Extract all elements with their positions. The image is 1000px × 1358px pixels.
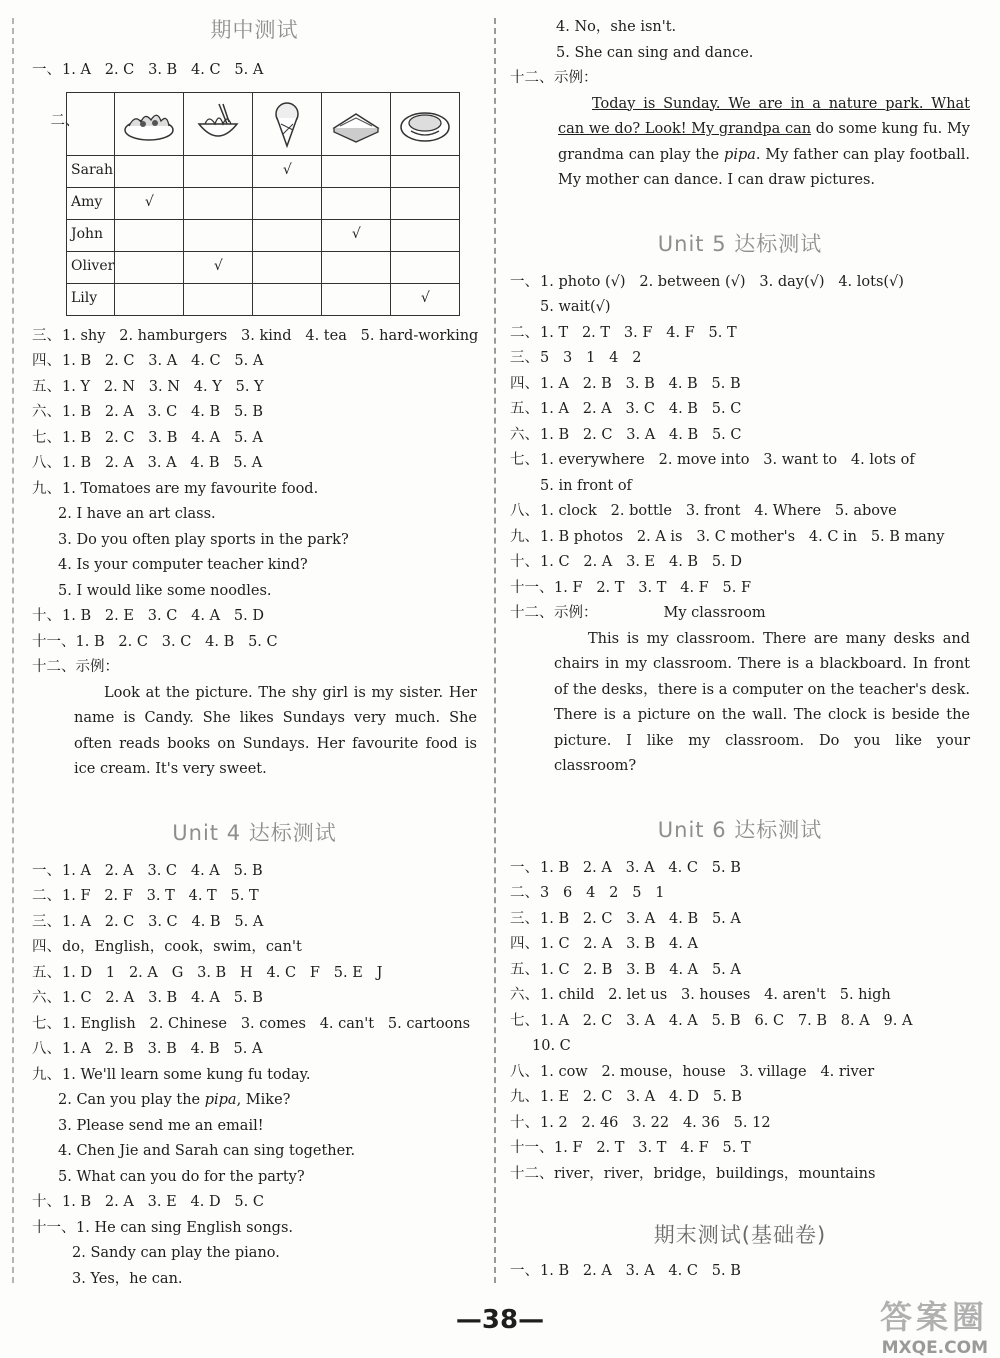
- unit4-q11-line: 3. Yes，he can.: [72, 1270, 183, 1287]
- midterm-q3: 三、1. shy 2. hamburgers 3. kind 4. tea 5. hard-working: [32, 327, 479, 344]
- unit4-q9-line: 2. Can you play the pipa, Mike?: [58, 1092, 291, 1108]
- table-row: Amy √: [67, 187, 460, 219]
- midterm-q9-line: 4. Is your computer teacher kind?: [58, 557, 308, 573]
- final-title: 期末测试(基础卷): [653, 1223, 827, 1247]
- unit5-title: Unit 5 达标测试: [657, 231, 823, 256]
- midterm-q5: 五、1. Y 2. N 3. N 4. Y 5. Y: [32, 378, 264, 395]
- unit6-q8: 八、1. cow 2. mouse，house 3. village 4. river: [510, 1063, 875, 1080]
- essay-heading: My classroom: [663, 605, 766, 621]
- watermark: [880, 1292, 988, 1358]
- midterm-q2: 二、 Sarah √ Amy √ John √ Oliver √ Lily √: [32, 84, 477, 324]
- binding-edge-line: [12, 18, 14, 1283]
- unit4-q2: 二、1. F 2. F 3. T 4. T 5. T: [32, 888, 259, 904]
- food-fish-icon: [397, 103, 453, 145]
- table-row: John √: [67, 219, 460, 251]
- unit5-q1-line: 5. wait(√): [540, 299, 611, 315]
- midterm-title: 期中测试: [210, 18, 299, 42]
- unit5-q9: 九、1. B photos 2. A is 3. C mother's 4. C in 5. B many: [510, 528, 945, 545]
- unit5-q6: 六、1. B 2. C 3. A 4. B 5. C: [510, 426, 742, 443]
- unit4-q8: 八、1. A 2. B 3. B 4. B 5. A: [32, 1041, 263, 1057]
- unit5-q7-line: 5. in front of: [540, 477, 632, 494]
- unit6-q2: 二、3 6 4 2 5 1: [510, 885, 665, 901]
- unit6-q4: 四、1. C 2. A 3. B 4. A: [510, 936, 698, 952]
- unit4-q9-line: 3. Please send me an email!: [58, 1117, 264, 1134]
- unit5-q5: 五、1. A 2. A 3. C 4. B 5. C: [510, 401, 742, 417]
- unit5-q4: 四、1. A 2. B 3. B 4. B 5. B: [510, 375, 741, 392]
- unit4-q1: 一、1. A 2. A 3. C 4. A 5. B: [32, 862, 263, 879]
- table-row: Oliver √: [67, 251, 460, 283]
- unit6-q7: 七、1. A 2. C 3. A 4. A 5. B 6. C 7. B 8. A 9. A: [510, 1012, 913, 1029]
- midterm-q7: 七、1. B 2. C 3. B 4. A 5. A: [32, 429, 263, 446]
- food-salad-icon: [121, 104, 177, 144]
- unit6-q5: 五、1. C 2. B 3. B 4. A 5. A: [510, 961, 741, 978]
- final-q1: 一、1. B 2. A 3. A 4. C 5. B: [510, 1263, 741, 1279]
- unit4-q5: 五、1. D 1 2. A G 3. B H 4. C F 5. E J: [32, 964, 383, 981]
- food-icecream-icon: [267, 100, 307, 148]
- right-column: [510, 0, 970, 1285]
- unit4-q9: 九、1. We'll learn some kung fu today.: [32, 1066, 311, 1083]
- unit6-q6: 六、1. child 2. let us 3. houses 4. aren't 5. high: [510, 987, 891, 1003]
- midterm-q10: 十、1. B 2. E 3. C 4. A 5. D: [32, 608, 264, 624]
- unit6-q9: 九、1. E 2. C 3. A 4. D 5. B: [510, 1089, 742, 1105]
- food-preference-table: [66, 92, 460, 316]
- table-row: Sarah √: [67, 155, 460, 187]
- midterm-q11: 十一、1. B 2. C 3. C 4. B 5. C: [32, 633, 278, 650]
- cont-q12: 十二、示例：: [510, 70, 598, 86]
- unit4-q3: 三、1. A 2. C 3. C 4. B 5. A: [32, 913, 264, 930]
- unit5-q1: 一、1. photo (√) 2. between (√) 3. day(√) 4. lots(√): [510, 273, 904, 290]
- unit4-q7: 七、1. English 2. Chinese 3. comes 4. can't 5. cartoons: [32, 1015, 471, 1032]
- unit4-q4: 四、do，English，cook，swim，can't: [32, 939, 302, 955]
- midterm-q1: 一、1. A 2. C 3. B 4. C 5. A: [32, 62, 264, 78]
- unit5-q3: 三、5 3 1 4 2: [510, 350, 642, 366]
- midterm-q9-line: 2. I have an art class.: [58, 506, 216, 522]
- continued-line: 4. No，she isn't.: [556, 19, 677, 35]
- midterm-q8: 八、1. B 2. A 3. A 4. B 5. A: [32, 455, 263, 471]
- unit4-title: Unit 4 达标测试: [172, 820, 337, 845]
- unit6-q3: 三、1. B 2. C 3. A 4. B 5. A: [510, 910, 741, 927]
- unit4-q10: 十、1. B 2. A 3. E 4. D 5. C: [32, 1194, 264, 1210]
- food-sandwich-icon: [328, 104, 384, 144]
- unit5-q7: 七、1. everywhere 2. move into 3. want to 4. lots of: [510, 452, 915, 468]
- midterm-q9-line: 5. I would like some noodles.: [58, 582, 272, 599]
- unit4-q6: 六、1. C 2. A 3. B 4. A 5. B: [32, 990, 263, 1006]
- unit6-q11: 十一、1. F 2. T 3. T 4. F 5. T: [510, 1140, 751, 1156]
- unit5-q2: 二、1. T 2. T 3. F 4. F 5. T: [510, 324, 737, 341]
- unit4-q11-line: 2. Sandy can play the piano.: [72, 1245, 280, 1261]
- page-number: —38—: [455, 1305, 545, 1335]
- continued-line: 5. She can sing and dance.: [556, 44, 754, 61]
- midterm-q12: 十二、示例：: [32, 659, 119, 675]
- food-noodles-icon: [193, 102, 243, 146]
- midterm-q4: 四、1. B 2. C 3. A 4. C 5. A: [32, 353, 264, 369]
- unit4-q9-line: 4. Chen Jie and Sarah can sing together.: [58, 1143, 356, 1159]
- unit5-q10: 十、1. C 2. A 3. E 4. B 5. D: [510, 554, 742, 570]
- table-row: Lily √: [67, 283, 460, 315]
- midterm-q9: 九、1. Tomatoes are my favourite food.: [32, 480, 319, 497]
- unit5-q8: 八、1. clock 2. bottle 3. front 4. Where 5. above: [510, 503, 897, 519]
- midterm-q12-essay: Look at the picture. The shy girl is my sister. Her name is Candy. She likes Sundays very much. She often reads books on Sundays. Her favourite food is ice cream. It's very sweet.: [74, 684, 477, 777]
- column-divider: [494, 18, 496, 1283]
- watermark-site: MXQE.COM: [881, 1338, 988, 1358]
- unit6-q12: 十二、river，river，bridge，buildings，mountains: [510, 1165, 876, 1182]
- unit5-q12: 十二、示例： My classroom: [510, 605, 766, 621]
- unit4-q11: 十一、1. He can sing English songs.: [32, 1219, 294, 1236]
- midterm-q6: 六、1. B 2. A 3. C 4. B 5. B: [32, 404, 264, 420]
- unit5-q12-essay: This is my classroom. There are many desks and chairs in my classroom. There is a blackboard. In front of the desks，there is a computer on the teacher's desk. There is a picture on the wall. The clock is beside the picture. I like my classroom. Do you like your classroom?: [554, 630, 970, 774]
- left-column: [32, 0, 477, 1292]
- watermark-brand: 答案圈: [879, 1298, 988, 1336]
- unit6-q10: 十、1. 2 2. 46 3. 22 4. 36 5. 12: [510, 1114, 771, 1131]
- midterm-q9-line: 3. Do you often play sports in the park?: [58, 531, 349, 548]
- cont-q12-essay: Today is Sunday. We are in a nature park. What can we do? Look! My grandpa can do some kung fu. My grandma can play the pipa. My father can play football. My mother can dance. I can draw pictures.: [558, 95, 970, 188]
- unit6-q1: 一、1. B 2. A 3. A 4. C 5. B: [510, 859, 741, 876]
- unit6-title: Unit 6 达标测试: [657, 817, 823, 842]
- unit4-q9-line: 5. What can you do for the party?: [58, 1168, 305, 1185]
- unit5-q11: 十一、1. F 2. T 3. T 4. F 5. F: [510, 579, 752, 596]
- unit6-q7-line: 10. C: [532, 1038, 571, 1054]
